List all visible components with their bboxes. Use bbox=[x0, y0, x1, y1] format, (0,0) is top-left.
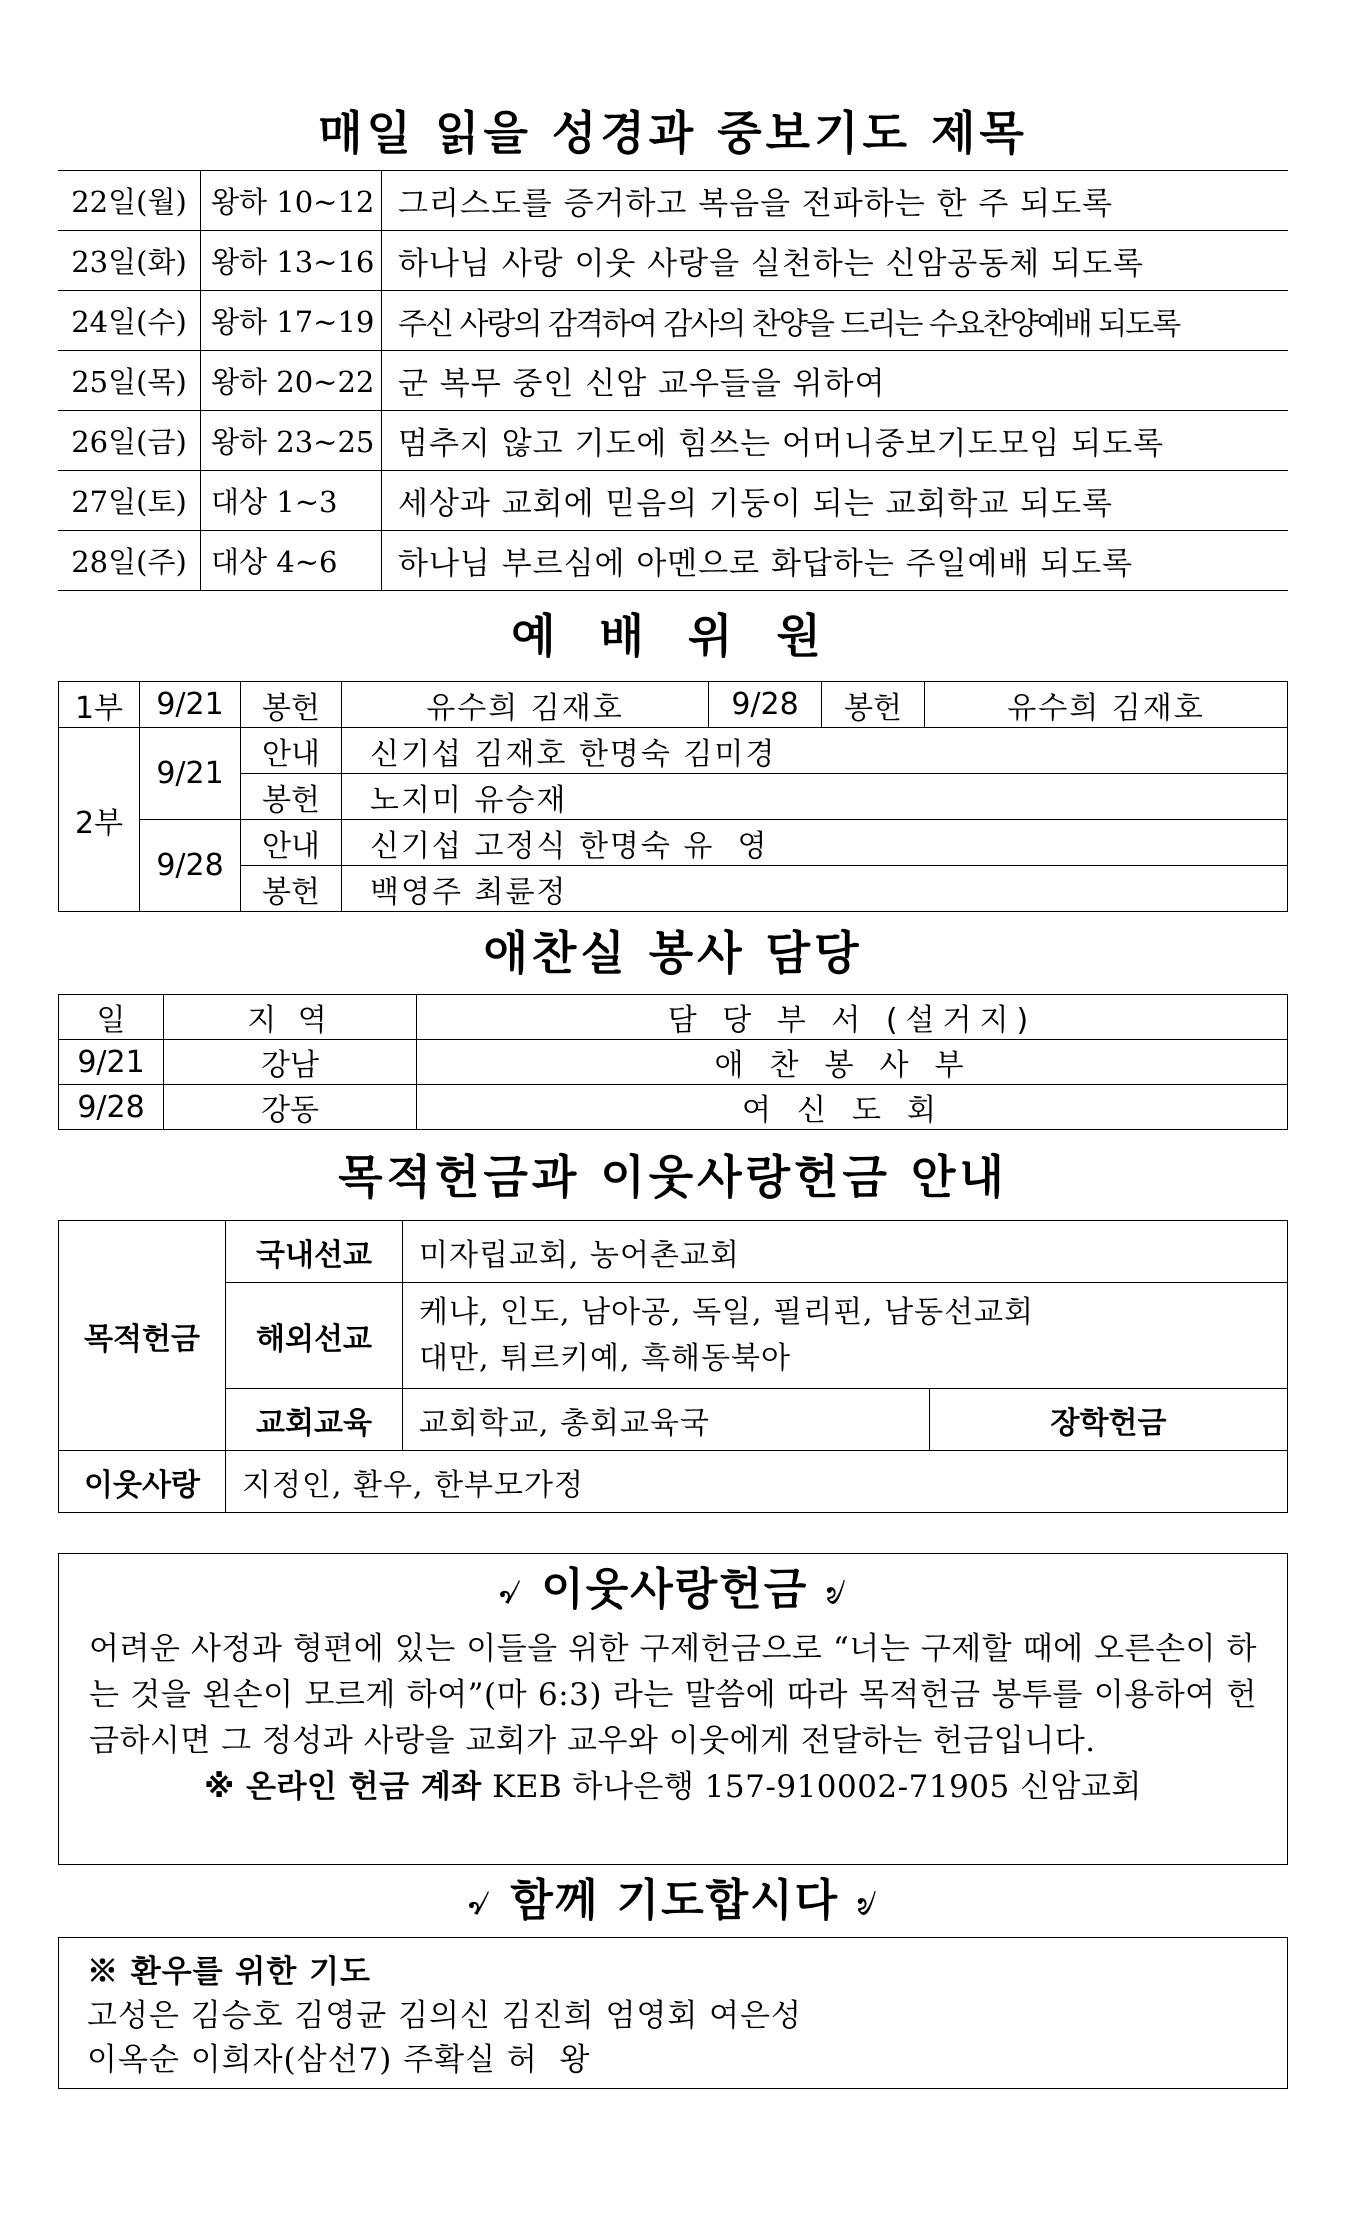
reading-book: 왕하 10~12 bbox=[201, 171, 382, 231]
reading-prayer: 하나님 사랑 이웃 사랑을 실천하는 신암공동체 되도록 bbox=[382, 231, 1289, 291]
neighbor-love-box bbox=[58, 1553, 1288, 1865]
neighbor-love-title bbox=[89, 1564, 1257, 1615]
table-row bbox=[58, 171, 1288, 231]
ornament-left-icon: ৵ bbox=[498, 1569, 524, 1613]
prayer-title bbox=[58, 1875, 1288, 1926]
column-header: 지 역 bbox=[164, 995, 417, 1040]
table-row bbox=[59, 1221, 1288, 1283]
service-label: 2부 bbox=[59, 728, 140, 912]
overseas-value bbox=[403, 1283, 1288, 1389]
domestic-label: 국내선교 bbox=[226, 1221, 403, 1283]
prayer-names-line-2: 이옥순 이희자(삼선7) 주확실 허 왕 bbox=[87, 2042, 591, 2078]
worship-role: 봉헌 bbox=[241, 866, 342, 912]
reading-book: 왕하 13~16 bbox=[201, 231, 382, 291]
purpose-label: 목적헌금 bbox=[59, 1221, 226, 1451]
reading-date: 28일(주) bbox=[58, 531, 201, 591]
account-label: ※ 온라인 헌금 계좌 bbox=[204, 1769, 482, 1805]
reading-prayer: 군 복무 중인 신암 교우들을 위하여 bbox=[382, 351, 1289, 411]
table-row bbox=[58, 471, 1288, 531]
prayer-box bbox=[58, 1937, 1288, 2089]
table-row bbox=[59, 1085, 1288, 1130]
neighbor-value: 지정인, 환우, 한부모가정 bbox=[226, 1451, 1288, 1513]
overseas-label: 해외선교 bbox=[226, 1283, 403, 1389]
table-row bbox=[58, 351, 1288, 411]
worship-table bbox=[58, 681, 1288, 912]
reading-book: 왕하 20~22 bbox=[201, 351, 382, 411]
education-value: 교회학교, 총회교육국 bbox=[403, 1389, 930, 1451]
overseas-line-2: 대만, 튀르키예, 흑해동북아 bbox=[419, 1340, 791, 1376]
worship-role: 봉헌 bbox=[241, 682, 342, 728]
column-header: 담 당 부 서 (설거지) bbox=[417, 995, 1288, 1040]
education-label: 교회교육 bbox=[226, 1389, 403, 1451]
kitchen-date: 9/21 bbox=[59, 1040, 164, 1085]
worship-names: 노지미 유승재 bbox=[342, 774, 1288, 820]
reading-date: 23일(화) bbox=[58, 231, 201, 291]
reading-date: 22일(월) bbox=[58, 171, 201, 231]
account-value: KEB 하나은행 157-910002-71905 신암교회 bbox=[492, 1769, 1142, 1805]
reading-prayer: 주신 사랑의 감격하여 감사의 찬양을 드리는 수요찬양예배 되도록 bbox=[382, 291, 1289, 351]
worship-date: 9/21 bbox=[140, 728, 241, 820]
reading-title: 매일 읽을 성경과 중보기도 제목 bbox=[318, 106, 1028, 160]
ornament-left-icon: ৵ bbox=[467, 1880, 494, 1924]
reading-date: 26일(금) bbox=[58, 411, 201, 471]
reading-table bbox=[58, 170, 1288, 591]
table-row bbox=[59, 1283, 1288, 1389]
worship-role: 안내 bbox=[241, 820, 342, 866]
offering-table bbox=[58, 1220, 1288, 1513]
worship-date: 9/21 bbox=[140, 682, 241, 728]
table-row bbox=[59, 866, 1288, 912]
table-row bbox=[58, 231, 1288, 291]
reading-book: 대상 4~6 bbox=[201, 531, 382, 591]
table-row bbox=[58, 291, 1288, 351]
kitchen-table bbox=[58, 994, 1288, 1130]
worship-names: 신기섭 김재호 한명숙 김미경 bbox=[342, 728, 1288, 774]
kitchen-date: 9/28 bbox=[59, 1085, 164, 1130]
worship-role: 봉헌 bbox=[241, 774, 342, 820]
prayer-subheading: ※ 환우를 위한 기도 bbox=[87, 1954, 371, 1990]
reading-date: 27일(토) bbox=[58, 471, 201, 531]
kitchen-region: 강동 bbox=[164, 1085, 417, 1130]
kitchen-dept: 애찬봉사부 bbox=[417, 1040, 1288, 1085]
neighbor-love-text: 어려운 사정과 형편에 있는 이들을 위한 구제헌금으로 “너는 구제할 때에 오른손이 하는 것을 왼손이 모르게 하여”(마 6:3) 라는 말씀에 따라 목적헌금 봉투를 이용하여 헌금하시면 그 정성과 사랑을 교회가 교우와 이웃에게 전달하는 헌금입니다. bbox=[89, 1631, 1257, 1759]
table-row bbox=[59, 1451, 1288, 1513]
service-label: 1부 bbox=[59, 682, 140, 728]
domestic-value: 미자립교회, 농어촌교회 bbox=[403, 1221, 1288, 1283]
worship-role: 봉헌 bbox=[822, 682, 925, 728]
reading-date: 24일(수) bbox=[58, 291, 201, 351]
reading-prayer: 하나님 부르심에 아멘으로 화답하는 주일예배 되도록 bbox=[382, 531, 1289, 591]
table-row bbox=[59, 820, 1288, 866]
online-account bbox=[89, 1764, 1257, 1810]
worship-date: 9/28 bbox=[709, 682, 822, 728]
reading-book: 대상 1~3 bbox=[201, 471, 382, 531]
column-header: 일 bbox=[59, 995, 164, 1040]
worship-date: 9/28 bbox=[140, 820, 241, 912]
table-row bbox=[59, 682, 1288, 728]
neighbor-love-heading: 이웃사랑헌금 bbox=[541, 1564, 809, 1615]
prayer-names-line-1: 고성은 김승호 김영균 김의신 김진희 엄영회 여은성 bbox=[87, 1998, 802, 2034]
reading-book: 왕하 17~19 bbox=[201, 291, 382, 351]
worship-title: 예 배 위 원 bbox=[511, 609, 835, 663]
table-row bbox=[59, 728, 1288, 774]
reading-prayer: 멈추지 않고 기도에 힘쓰는 어머니중보기도모임 되도록 bbox=[382, 411, 1289, 471]
ornament-right-icon: ৶ bbox=[825, 1569, 848, 1613]
prayer-heading: 함께 기도합시다 bbox=[510, 1875, 840, 1926]
kitchen-region: 강남 bbox=[164, 1040, 417, 1085]
reading-prayer: 세상과 교회에 믿음의 기둥이 되는 교회학교 되도록 bbox=[382, 471, 1289, 531]
reading-prayer: 그리스도를 증거하고 복음을 전파하는 한 주 되도록 bbox=[382, 171, 1289, 231]
table-row bbox=[59, 1040, 1288, 1085]
table-row bbox=[58, 411, 1288, 471]
table-row bbox=[59, 774, 1288, 820]
scholarship-label: 장학헌금 bbox=[930, 1389, 1288, 1451]
worship-names: 유수희 김재호 bbox=[342, 682, 709, 728]
kitchen-dept: 여신도회 bbox=[417, 1085, 1288, 1130]
worship-role: 안내 bbox=[241, 728, 342, 774]
reading-book: 왕하 23~25 bbox=[201, 411, 382, 471]
reading-date: 25일(목) bbox=[58, 351, 201, 411]
worship-names: 백영주 최륜정 bbox=[342, 866, 1288, 912]
table-row bbox=[58, 531, 1288, 591]
offering-title: 목적헌금과 이웃사랑헌금 안내 bbox=[338, 1150, 1008, 1204]
worship-names: 신기섭 고정식 한명숙 유 영 bbox=[342, 820, 1288, 866]
table-row bbox=[59, 995, 1288, 1040]
kitchen-title: 애찬실 봉사 담당 bbox=[483, 926, 863, 980]
worship-names: 유수희 김재호 bbox=[925, 682, 1288, 728]
ornament-right-icon: ৶ bbox=[856, 1880, 879, 1924]
overseas-line-1: 케냐, 인도, 남아공, 독일, 필리핀, 남동선교회 bbox=[419, 1294, 1035, 1330]
table-row bbox=[59, 1389, 1288, 1451]
neighbor-label: 이웃사랑 bbox=[59, 1451, 226, 1513]
